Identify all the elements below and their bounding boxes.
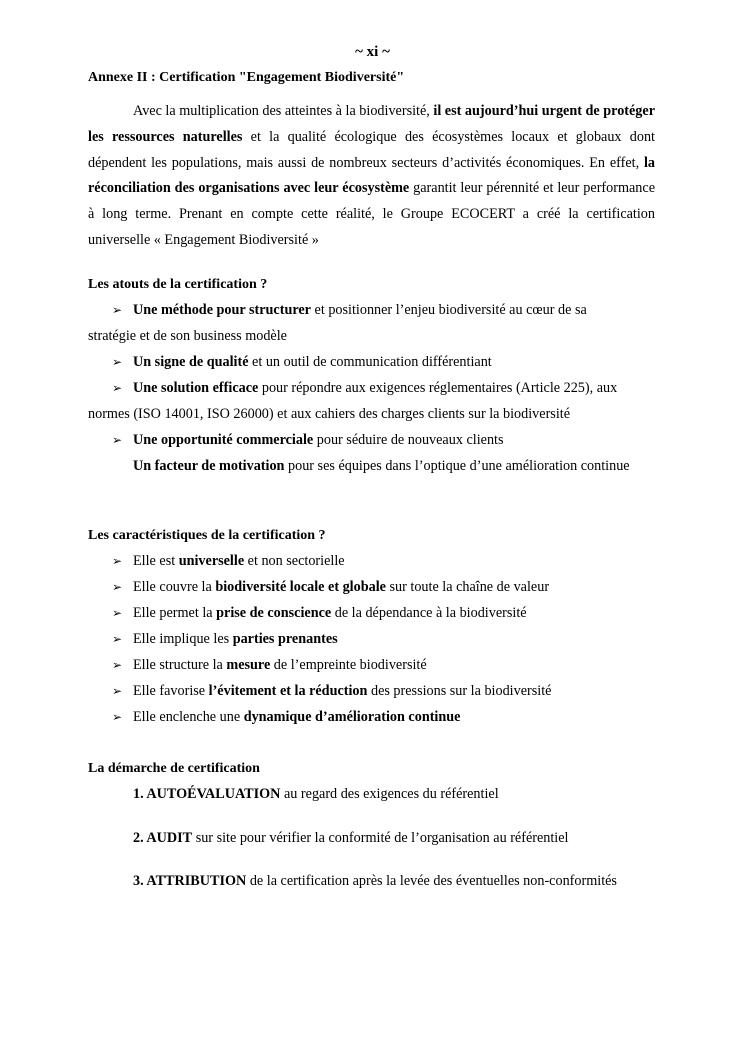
caracteristiques-heading: Les caractéristiques de la certification ? [88, 528, 326, 543]
intro-text-1: Avec la multiplication des atteintes à la biodiversité, [133, 103, 434, 119]
item-post: et non sectorielle [244, 553, 345, 569]
demarche-step [133, 830, 569, 847]
item-pre: Elle permet la [133, 605, 217, 621]
atouts-item-bold: Une opportunité commerciale [133, 432, 314, 448]
item-pre: Elle implique les [133, 631, 233, 647]
demarche-step [133, 786, 499, 803]
caracteristique-item [112, 601, 655, 627]
intro-bold-2: la réconciliation des organisations avec leur écosystème [88, 154, 655, 197]
atouts-item-bold: Un signe de qualité [133, 354, 249, 370]
motivation-text: pour ses équipes dans l’optique d’une amélioration continue [284, 458, 630, 474]
arrow-bullet-icon: ➢ [112, 554, 123, 568]
intro-text-2: et la qualité écologique des écosystèmes locaux et globaux dont dépendent les populations, mais aussi de nombreux secteurs d’activités économiques. En effet, [88, 128, 655, 171]
arrow-bullet-icon: ➢ [112, 580, 123, 594]
atouts-item-bold: Une solution efficace [133, 380, 259, 396]
atouts-item [112, 376, 655, 402]
step-text: au regard des exigences du référentiel [280, 786, 499, 802]
intro-text-3: garantit leur pérennité et leur performance à long terme. Prenant en compte cette réalité, le Groupe ECOCERT a créé la certification universelle « Engagement Biodiversité » [88, 180, 655, 248]
atouts-heading: Les atouts de la certification ? [88, 277, 268, 292]
intro-paragraph [88, 99, 655, 254]
atouts-item-text: et un outil de communication différentiant [248, 354, 492, 370]
demarche-heading: La démarche de certification [88, 761, 260, 776]
atouts-item-text: pour répondre aux exigences réglementaires (Article 225), aux [258, 380, 618, 396]
caracteristique-item [112, 549, 655, 575]
motivation-paragraph [88, 454, 655, 480]
demarche-step [133, 873, 617, 890]
step-bold: 1. AUTOÉVALUATION [133, 786, 281, 802]
item-pre: Elle enclenche une [133, 709, 244, 725]
step-text: sur site pour vérifier la conformité de l’organisation au référentiel [192, 830, 569, 846]
atouts-item [112, 350, 655, 376]
atouts-item [112, 298, 655, 324]
arrow-bullet-icon: ➢ [112, 303, 123, 317]
caracteristique-item [112, 679, 655, 705]
step-text: de la certification après la levée des éventuelles non-conformités [246, 873, 617, 889]
arrow-bullet-icon: ➢ [112, 381, 123, 395]
page-title: Annexe II : Certification "Engagement Biodiversité" [88, 70, 405, 85]
item-post: sur toute la chaîne de valeur [385, 579, 550, 595]
page-number-header: ~ xi ~ [355, 44, 390, 60]
item-post: de la dépendance à la biodiversité [331, 605, 527, 621]
arrow-bullet-icon: ➢ [112, 355, 123, 369]
arrow-bullet-icon: ➢ [112, 433, 123, 447]
arrow-bullet-icon: ➢ [112, 710, 123, 724]
item-bold: prise de conscience [216, 605, 332, 621]
item-bold: dynamique d’amélioration continue [243, 709, 461, 725]
item-bold: biodiversité locale et globale [215, 579, 386, 595]
caracteristique-item [112, 653, 655, 679]
item-pre: Elle couvre la [133, 579, 216, 595]
arrow-bullet-icon: ➢ [112, 606, 123, 620]
item-bold: parties prenantes [232, 631, 338, 647]
atouts-item-continuation: normes (ISO 14001, ISO 26000) et aux cahiers des charges clients sur la biodiversité [88, 406, 571, 422]
atouts-item-text: et positionner l’enjeu biodiversité au cœur de sa [310, 302, 587, 318]
item-bold: l’évitement et la réduction [208, 683, 368, 699]
item-pre: Elle structure la [133, 657, 227, 673]
motivation-bold: Un facteur de motivation [133, 458, 285, 474]
caracteristique-item [112, 575, 655, 601]
item-pre: Elle est [133, 553, 179, 569]
step-bold: 2. AUDIT [133, 830, 193, 846]
arrow-bullet-icon: ➢ [112, 632, 123, 646]
atouts-item-text: pour séduire de nouveaux clients [313, 432, 504, 448]
atouts-item-continuation: stratégie et de son business modèle [88, 328, 287, 344]
item-pre: Elle favorise [133, 683, 209, 699]
step-bold: 3. ATTRIBUTION [133, 873, 247, 889]
item-bold: universelle [178, 553, 245, 569]
item-bold: mesure [226, 657, 271, 673]
intro-bold-1: il est aujourd’hui urgent de protéger les ressources naturelles [88, 103, 655, 145]
arrow-bullet-icon: ➢ [112, 658, 123, 672]
atouts-item [112, 428, 655, 454]
item-post: de l’empreinte biodiversité [270, 657, 427, 673]
caracteristique-item [112, 627, 655, 653]
atouts-item-bold: Une méthode pour structurer [133, 302, 311, 318]
caracteristique-item [112, 705, 655, 731]
item-post: des pressions sur la biodiversité [367, 683, 552, 699]
arrow-bullet-icon: ➢ [112, 684, 123, 698]
